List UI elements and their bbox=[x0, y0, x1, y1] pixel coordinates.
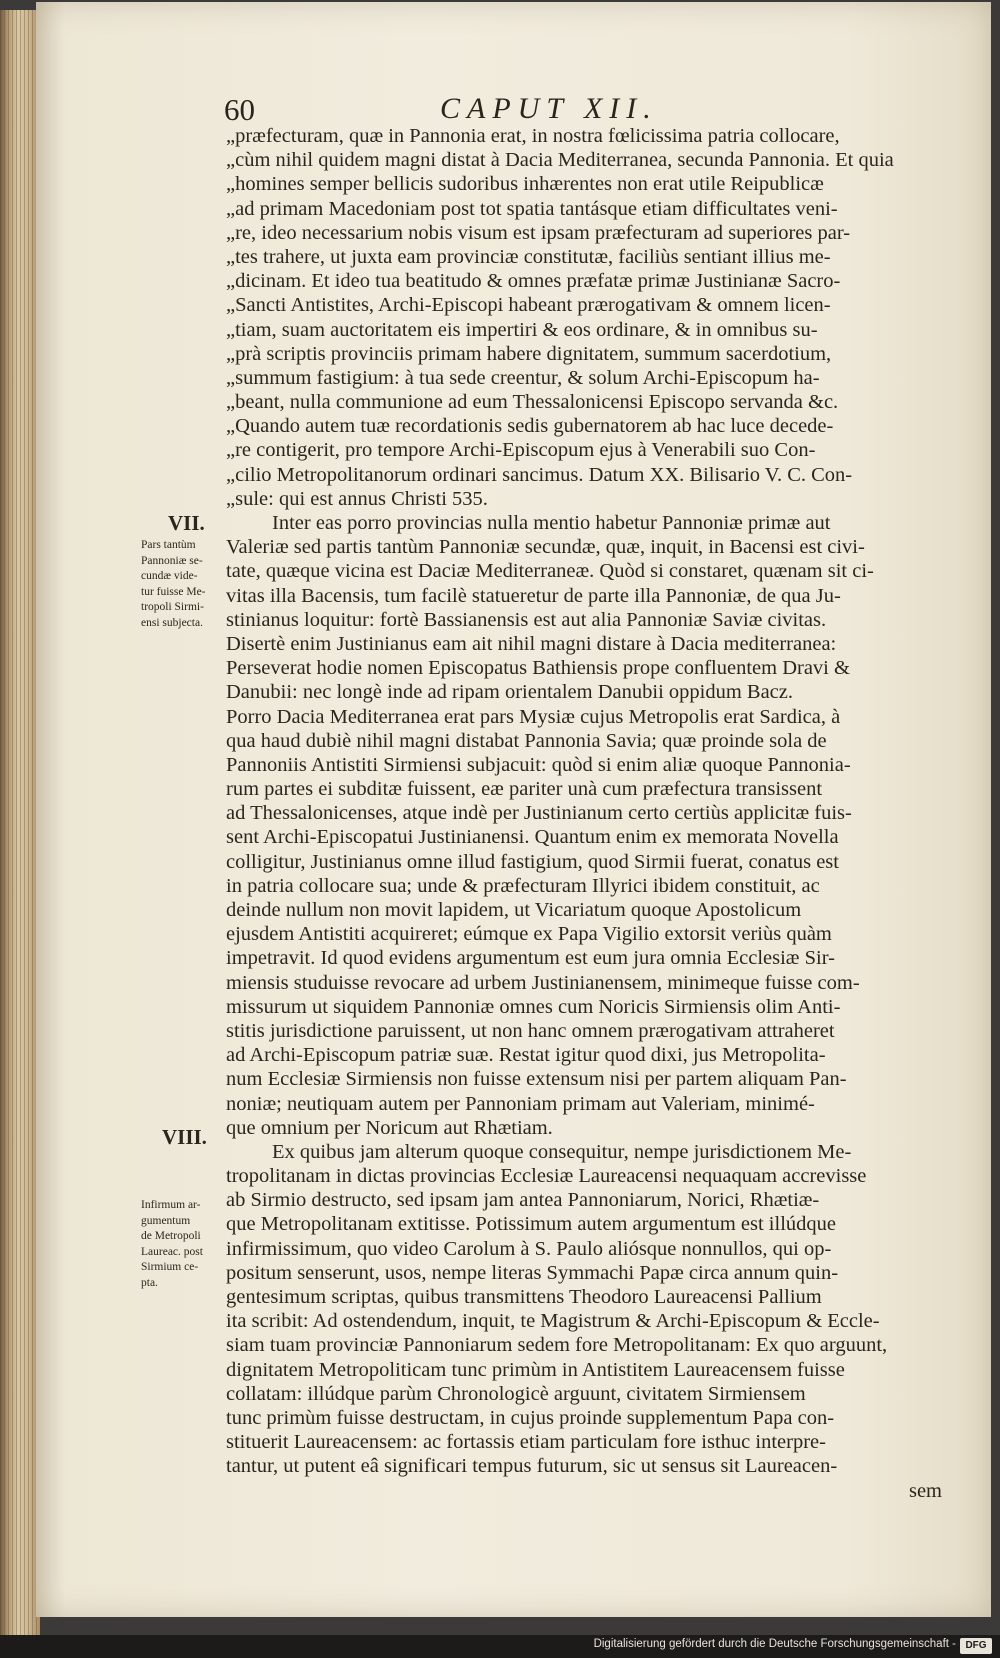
text-line: „re contigerit, pro tempore Archi-Episcopum ejus à Venerabili suo Con- bbox=[226, 439, 816, 462]
text-line: „tiam, suam auctoritatem eis impertiri & eos ordinare, & in omnibus su- bbox=[226, 318, 818, 341]
text-line: tantur, ut putent eâ significari tempus futurum, sic ut sensus sit Laureacen- bbox=[226, 1455, 838, 1478]
text-line: siam tuam provinciæ Pannoniarum sedem fore Metropolitanam: Ex quo arguunt, bbox=[226, 1334, 888, 1357]
text-line: infirmissimum, quo video Carolum à S. Paulo aliósque nonnullos, qui op- bbox=[226, 1237, 832, 1260]
text-line: „prà scriptis provinciis primam habere dignitatem, summum sacerdotium, bbox=[226, 342, 832, 365]
text-line: noniæ; neutiquam autem per Pannoniam primam aut Valeriam, minimé- bbox=[226, 1092, 815, 1115]
text-line: deinde nullum non movit lapidem, ut Vicariatum quoque Apostolicum bbox=[226, 899, 802, 921]
margin-note-line: cundæ vide- bbox=[141, 570, 198, 582]
margin-note-line: Infirmum ar- bbox=[141, 1199, 201, 1211]
text-line: Inter eas porro provincias nulla mentio habetur Pannoniæ primæ aut bbox=[272, 512, 831, 534]
digitization-footer bbox=[0, 1635, 1000, 1658]
text-line: tate, quæque vicina est Daciæ Mediterraneæ. Quòd si constaret, quænam sit ci- bbox=[226, 560, 874, 583]
text-line: vitas illa Bacensis, tum facilè statueretur de parte illa Pannoniæ, de qua Ju- bbox=[226, 584, 841, 607]
text-line: ad Archi-Episcopum patriæ suæ. Restat igitur quod dixi, jus Metropolita- bbox=[226, 1044, 826, 1067]
margin-note-line: Pars tantùm bbox=[141, 539, 196, 551]
text-line: „ad primam Macedoniam post tot spatia tantásque etiam difficultates veni- bbox=[226, 197, 838, 220]
text-line: ab Sirmio destructo, sed ipsam jam antea Pannoniarum, Norici, Rhætiæ- bbox=[226, 1189, 820, 1212]
text-line: „re, ideo necessarium nobis visum est ipsam præfecturam ad superiores par- bbox=[226, 221, 851, 244]
margin-note-vii bbox=[141, 538, 231, 631]
dfg-logo: DFG bbox=[960, 1638, 992, 1654]
text-line: sent Archi-Episcopatui Justinianensi. Quantum enim ex memorata Novella bbox=[226, 826, 839, 849]
text-line: Pannoniis Antistiti Sirmiensi subjacuit: quòd si enim aliæ quoque Pannonia- bbox=[226, 753, 851, 776]
text-line: „dicinam. Et ideo tua beatitudo & omnes præfatæ primæ Justinianæ Sacro- bbox=[226, 270, 841, 293]
main-text bbox=[226, 124, 942, 1503]
text-line: „homines semper bellicis sudoribus inhærentes non erat utile Reipublicæ bbox=[226, 173, 824, 196]
text-line: gentesimum scriptas, quibus transmittens Theodoro Laureacensi Pallium bbox=[226, 1286, 822, 1308]
text-line: „Sancti Antistites, Archi-Episcopi habeant prærogativam & omnem licen- bbox=[226, 294, 831, 317]
text-line: tropolitanam in dictas provincias Ecclesiæ Laureacensi nequaquam accrevisse bbox=[226, 1165, 867, 1188]
text-line: Disertè enim Justinianus eam ait nihil magni distare à Dacia mediterranea: bbox=[226, 632, 837, 655]
catchword: sem bbox=[908, 1479, 942, 1502]
quote-block bbox=[226, 124, 942, 511]
margin-note-line: Sirmium ce- bbox=[141, 1261, 199, 1273]
running-head: CAPUT XII. bbox=[440, 92, 658, 125]
margin-note-viii bbox=[141, 1198, 231, 1291]
text-line: „sule: qui est annus Christi 535. bbox=[226, 487, 488, 510]
text-line: „beant, nulla communione ad eum Thessalonicensi Episcopo servanda &c. bbox=[226, 391, 839, 414]
margin-note-line: pta. bbox=[141, 1276, 158, 1289]
book-page-edges bbox=[0, 10, 40, 1635]
footer-credit: Digitalisierung gefördert durch die Deutsche Forschungsgemeinschaft - bbox=[593, 1638, 956, 1650]
text-line: que Metropolitanam extitisse. Potissimum autem argumentum est illúdque bbox=[226, 1213, 836, 1236]
text-line: stitis jurisdictione paruissent, ut non hanc omnem prærogativam attraheret bbox=[226, 1019, 835, 1042]
text-line: missurum ut siquidem Pannoniæ omnes cum Noricis Sirmiensis olim Anti- bbox=[226, 995, 841, 1018]
text-line: num Ecclesiæ Sirmiensis non fuisse extensum nisi per partem aliquam Pan- bbox=[226, 1068, 847, 1091]
text-line: ita scribit: Ad ostendendum, inquit, te Magistrum & Archi-Episcopum & Eccle- bbox=[226, 1310, 880, 1333]
text-line: tunc primùm fuisse destructam, in cujus proinde supplementum Papa con- bbox=[226, 1406, 835, 1429]
text-line: „cùm nihil quidem magni distat à Dacia Mediterranea, secunda Pannonia. Et quia bbox=[226, 149, 894, 172]
section-number-viii: VIII. bbox=[162, 1125, 207, 1149]
text-line: „Quando autem tuæ recordationis sedis gubernatorem ab hac luce decede- bbox=[226, 415, 834, 438]
margin-note-line: de Metropoli bbox=[141, 1230, 201, 1242]
text-line: que omnium per Noricum aut Rhætiam. bbox=[226, 1116, 553, 1139]
margin-note-line: Laureac. post bbox=[141, 1245, 203, 1258]
margin-note-line: ensi subjecta. bbox=[141, 616, 203, 629]
margin-note-line: gumentum bbox=[141, 1214, 191, 1227]
text-line: stinianus loquitur: fortè Bassianensis est aut alia Pannoniæ Saviæ civitas. bbox=[226, 608, 827, 631]
text-line: dignitatem Metropoliticam tunc primùm in Antistitem Laureacensem fuisse bbox=[226, 1358, 845, 1381]
text-line: „tes trahere, ut juxta eam provinciæ constitutæ, faciliùs sentiant illius me- bbox=[226, 245, 831, 268]
text-line: in patria collocare sua; unde & præfecturam Illyrici ibidem constituit, ac bbox=[226, 874, 820, 897]
margin-note-line: tur fuisse Me- bbox=[141, 585, 206, 598]
text-line: colligitur, Justinianus omne illud fastigium, quod Sirmii fuerat, conatus est bbox=[226, 850, 839, 873]
text-line: miensis studuisse revocare ad urbem Justinianensem, minimeque fuisse com- bbox=[226, 971, 860, 994]
margin-note-line: Pannoniæ se- bbox=[141, 554, 203, 567]
text-line: Perseverat hodie nomen Episcopatus Bathiensis prope confluentem Dravi & bbox=[226, 657, 850, 680]
page-number: 60 bbox=[224, 92, 255, 127]
text-line: ejusdem Antistiti acquireret; eúmque ex Papa Vigilio extorsit veriùs quàm bbox=[226, 923, 832, 946]
text-line: „præfecturam, quæ in Pannonia erat, in nostra fœlicissima patria collocare, bbox=[226, 125, 840, 147]
text-line: positum senserunt, usos, nempe literas Symmachi Papæ circa annum quin- bbox=[226, 1261, 839, 1284]
text-line: impetravit. Id quod evidens argumentum est eum jura omnia Ecclesiæ Sir- bbox=[226, 947, 835, 970]
text-line: „summum fastigium: à tua sede creentur, & solum Archi-Episcopum ha- bbox=[226, 366, 820, 389]
section-vii-text bbox=[226, 511, 942, 1140]
text-line: qua haud dubiè nihil magni distabat Pannonia Savia; quæ proinde sola de bbox=[226, 729, 827, 752]
text-line: Porro Dacia Mediterranea erat pars Mysiæ cujus Metropolis erat Sardica, à bbox=[226, 705, 841, 728]
text-line: Ex quibus jam alterum quoque consequitur, nempe jurisdictionem Me- bbox=[272, 1140, 852, 1163]
text-line: Danubii: nec longè inde ad ripam orientalem Danubii oppidum Bacz. bbox=[226, 681, 794, 704]
text-line: stituerit Laureacensem: ac fortassis etiam particulam fore isthuc interpre- bbox=[226, 1431, 826, 1454]
text-line: rum partes ei subditæ fuissent, eæ pariter unà cum præfectura transissent bbox=[226, 778, 823, 801]
section-viii-text bbox=[226, 1140, 942, 1503]
section-number-vii: VII. bbox=[168, 511, 205, 535]
text-line: ad Thessalonicenses, atque indè per Justinianum certo certiùs applicitæ fuis- bbox=[226, 802, 852, 825]
text-line: Valeriæ sed partis tantùm Pannoniæ secundæ, quæ, inquit, in Bacensi est civi- bbox=[226, 536, 865, 559]
text-line: collatam: illúdque parùm Chronologicè arguunt, civitatem Sirmiensem bbox=[226, 1382, 806, 1405]
margin-note-line: tropoli Sirmi- bbox=[141, 601, 204, 613]
text-line: „cilio Metropolitanorum ordinari sancimus. Datum XX. Bilisario V. C. Con- bbox=[226, 463, 853, 486]
